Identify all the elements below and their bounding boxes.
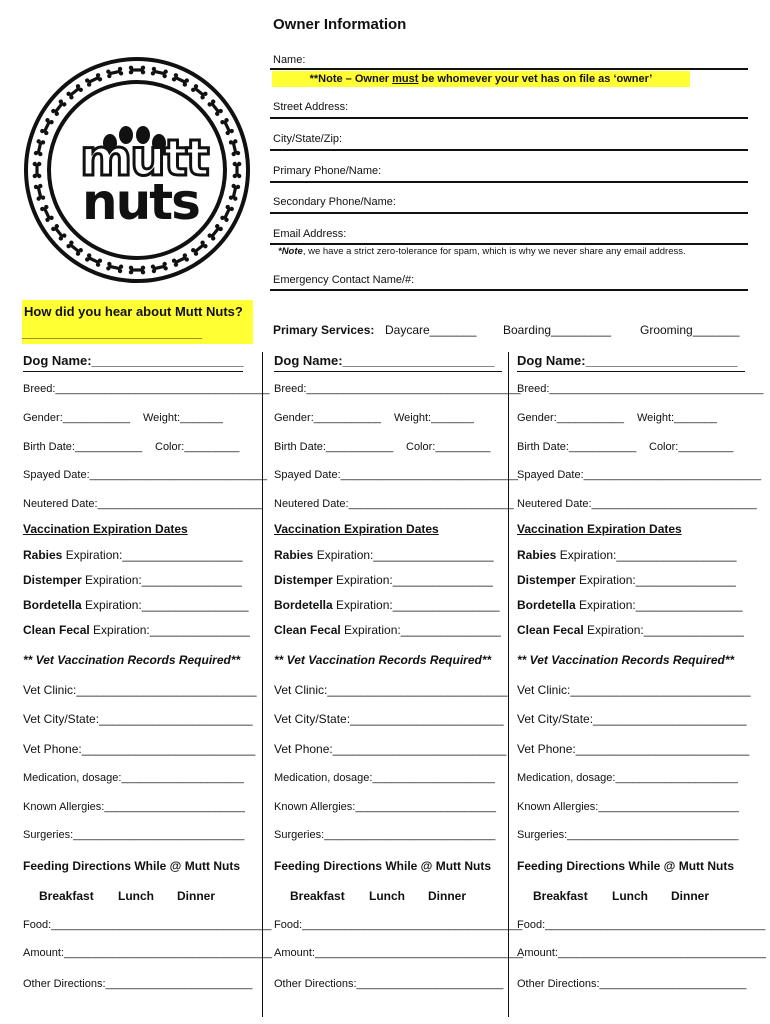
street-field[interactable]: [270, 117, 748, 119]
gender-field[interactable]: Gender:___________: [517, 412, 625, 424]
email-label: Email Address:: [273, 228, 347, 240]
rabies-field[interactable]: [23, 548, 243, 562]
bone-icon: [33, 139, 45, 157]
clean-fecal-field[interactable]: [23, 623, 250, 637]
dog-column-3: [517, 350, 766, 1020]
gender-field[interactable]: Gender:___________: [23, 412, 131, 424]
breakfast-label: Breakfast: [290, 889, 345, 903]
food-field[interactable]: Food:____________________________________: [274, 919, 523, 931]
email-note-bold: *Note: [278, 246, 303, 257]
breakfast-label: Breakfast: [39, 889, 94, 903]
vaccination-heading: Vaccination Expiration Dates: [517, 522, 682, 536]
services-label: Primary Services:: [273, 323, 375, 337]
vet-records-required: ** Vet Vaccination Records Required**: [517, 653, 735, 667]
bone-icon: [150, 261, 168, 273]
owner-note-suffix: be whomever your vet has on file as ‘owner’: [418, 73, 653, 85]
color-field[interactable]: Color:_________: [406, 441, 491, 453]
vet-city-field[interactable]: Vet City/State:_______________________: [517, 712, 747, 726]
vet-phone-field[interactable]: Vet Phone:__________________________: [517, 742, 750, 756]
breed-field[interactable]: Breed:___________________________________: [274, 383, 521, 395]
service-daycare[interactable]: Daycare_______: [385, 323, 477, 337]
email-note-rest: , we have a strict zero-tolerance for spam, which is why we never share any email address.: [302, 246, 686, 257]
dinner-label: Dinner: [177, 889, 216, 903]
rabies-field[interactable]: [517, 548, 737, 562]
bone-icon: [129, 66, 145, 75]
bordetella-field[interactable]: [517, 598, 743, 612]
bone-icon: [39, 117, 54, 136]
hear-answer-blank[interactable]: ___________________________: [22, 326, 203, 340]
vet-clinic-field[interactable]: Vet Clinic:___________________________: [23, 683, 257, 697]
food-field[interactable]: Food:____________________________________: [517, 919, 766, 931]
medication-field[interactable]: Medication, dosage:____________________: [23, 772, 244, 784]
clean-fecal-field[interactable]: [517, 623, 744, 637]
bone-icon: [171, 72, 190, 87]
dog-column-2: [274, 350, 523, 1020]
feeding-heading: Feeding Directions While @ Mutt Nuts: [23, 859, 241, 873]
distemper-field[interactable]: [274, 573, 493, 587]
vet-phone-field[interactable]: Vet Phone:__________________________: [274, 742, 507, 756]
spayed-date-field[interactable]: Spayed Date:_____________________________: [23, 469, 268, 481]
owner-note-highlight: [272, 71, 690, 87]
clean-fecal-blank: Expiration:_______________: [340, 623, 501, 637]
city-field[interactable]: [270, 149, 748, 151]
bone-icon: [66, 240, 84, 257]
vaccination-heading: Vaccination Expiration Dates: [274, 522, 439, 536]
owner-note-must: must: [392, 73, 419, 85]
bone-icon: [220, 117, 235, 136]
email-field[interactable]: [270, 243, 748, 245]
lunch-label: Lunch: [369, 889, 405, 903]
breakfast-label: Breakfast: [533, 889, 588, 903]
dog-name-underline-2: [274, 371, 502, 372]
rabies-field[interactable]: [274, 548, 494, 562]
amount-field[interactable]: Amount:__________________________________: [23, 947, 272, 959]
weight-field[interactable]: Weight:_______: [143, 412, 223, 424]
bone-icon: [207, 99, 224, 117]
vet-clinic-field[interactable]: Vet Clinic:___________________________: [274, 683, 508, 697]
owner-heading: Owner Information: [273, 16, 407, 33]
color-field[interactable]: Color:_________: [155, 441, 240, 453]
service-boarding[interactable]: Boarding_________: [503, 323, 612, 337]
bone-icon: [50, 99, 67, 117]
secondary-phone-label: Secondary Phone/Name:: [273, 196, 396, 208]
bordetella-blank: Expiration:________________: [81, 598, 249, 612]
rabies-label: Rabies: [23, 548, 63, 562]
weight-field[interactable]: Weight:_______: [394, 412, 474, 424]
bone-icon: [190, 240, 208, 257]
distemper-label: Distemper: [517, 573, 576, 587]
logo-text-mutt: mutt: [80, 129, 208, 187]
rabies-label: Rabies: [517, 548, 557, 562]
secondary-phone-field[interactable]: [270, 212, 748, 214]
emergency-label: Emergency Contact Name/#:: [273, 274, 415, 286]
clean-fecal-field[interactable]: [274, 623, 501, 637]
distemper-blank: Expiration:_______________: [81, 573, 242, 587]
lunch-label: Lunch: [118, 889, 154, 903]
bordetella-label: Bordetella: [23, 598, 82, 612]
owner-name-field[interactable]: [270, 68, 748, 70]
color-field[interactable]: Color:_________: [649, 441, 734, 453]
bone-icon: [106, 261, 124, 273]
medication-field[interactable]: Medication, dosage:____________________: [517, 772, 738, 784]
bone-icon: [66, 83, 84, 100]
clean-fecal-label: Clean Fecal: [23, 623, 90, 637]
breed-field[interactable]: Breed:___________________________________: [23, 383, 270, 395]
lunch-label: Lunch: [612, 889, 648, 903]
vet-city-field[interactable]: Vet City/State:_______________________: [274, 712, 504, 726]
dog-name-field[interactable]: Dog Name:_____________________: [23, 353, 244, 368]
emergency-field[interactable]: [270, 289, 748, 291]
bordetella-label: Bordetella: [517, 598, 576, 612]
mutt-nuts-logo: [22, 55, 252, 285]
primary-phone-label: Primary Phone/Name:: [273, 165, 382, 177]
dog-name-underline-1: [23, 371, 243, 372]
medication-field[interactable]: Medication, dosage:____________________: [274, 772, 495, 784]
vet-records-required: ** Vet Vaccination Records Required**: [23, 653, 241, 667]
other-directions-field[interactable]: Other Directions:________________________: [517, 978, 747, 990]
dinner-label: Dinner: [428, 889, 467, 903]
clean-fecal-label: Clean Fecal: [517, 623, 584, 637]
neutered-date-field[interactable]: Neutered Date:___________________________: [23, 498, 263, 510]
vet-city-field[interactable]: Vet City/State:_______________________: [23, 712, 253, 726]
distemper-field[interactable]: [517, 573, 736, 587]
amount-field[interactable]: Amount:__________________________________: [274, 947, 523, 959]
vaccination-heading: Vaccination Expiration Dates: [23, 522, 188, 536]
bone-icon: [190, 83, 208, 100]
birth-date-field[interactable]: Birth Date:___________: [517, 441, 637, 453]
hear-question: How did you hear about Mutt Nuts?: [24, 304, 243, 319]
distemper-label: Distemper: [23, 573, 82, 587]
clean-fecal-blank: Expiration:_______________: [89, 623, 250, 637]
vet-phone-field[interactable]: Vet Phone:__________________________: [23, 742, 256, 756]
bone-icon: [84, 72, 103, 87]
primary-phone-field[interactable]: [270, 181, 748, 183]
feeding-heading: Feeding Directions While @ Mutt Nuts: [274, 859, 492, 873]
distemper-blank: Expiration:_______________: [575, 573, 736, 587]
other-directions-field[interactable]: Other Directions:________________________: [274, 978, 504, 990]
amount-field[interactable]: Amount:__________________________________: [517, 947, 766, 959]
food-field[interactable]: Food:____________________________________: [23, 919, 272, 931]
breed-field[interactable]: Breed:___________________________________: [517, 383, 764, 395]
rabies-blank: Expiration:__________________: [62, 548, 243, 562]
bone-icon: [228, 183, 240, 201]
service-grooming[interactable]: Grooming_______: [640, 323, 740, 337]
vet-records-required: ** Vet Vaccination Records Required**: [274, 653, 492, 667]
rabies-blank: Expiration:__________________: [313, 548, 494, 562]
distemper-field[interactable]: [23, 573, 242, 587]
logo-text-nuts: nuts: [82, 173, 199, 231]
allergies-field[interactable]: Known Allergies:_______________________: [23, 801, 246, 813]
other-directions-field[interactable]: Other Directions:________________________: [23, 978, 253, 990]
bordetella-field[interactable]: [274, 598, 500, 612]
weight-field[interactable]: Weight:_______: [637, 412, 717, 424]
spayed-date-field[interactable]: Spayed Date:_____________________________: [274, 469, 519, 481]
clean-fecal-blank: Expiration:_______________: [583, 623, 744, 637]
owner-note-prefix: **Note – Owner: [309, 73, 393, 85]
owner-name-label: Name:: [273, 54, 306, 66]
feeding-heading: Feeding Directions While @ Mutt Nuts: [517, 859, 735, 873]
bone-icon: [33, 183, 45, 201]
bone-icon: [171, 253, 190, 268]
bone-icon: [129, 266, 145, 275]
city-label: City/State/Zip:: [273, 133, 343, 145]
birth-date-field[interactable]: Birth Date:___________: [23, 441, 143, 453]
allergies-field[interactable]: Known Allergies:_______________________: [517, 801, 740, 813]
rabies-blank: Expiration:__________________: [556, 548, 737, 562]
bone-icon: [150, 66, 168, 78]
surgeries-field[interactable]: Surgeries:____________________________: [517, 829, 739, 841]
neutered-date-field[interactable]: Neutered Date:___________________________: [517, 498, 757, 510]
street-label: Street Address:: [273, 101, 349, 113]
dinner-label: Dinner: [671, 889, 710, 903]
surgeries-field[interactable]: Surgeries:____________________________: [274, 829, 496, 841]
bone-icon: [233, 162, 242, 178]
bone-icon: [84, 253, 103, 268]
spayed-date-field[interactable]: Spayed Date:_____________________________: [517, 469, 762, 481]
birth-date-field[interactable]: Birth Date:___________: [274, 441, 394, 453]
dog-name-underline-3: [517, 371, 745, 372]
bone-icon: [33, 162, 42, 178]
bordetella-field[interactable]: [23, 598, 249, 612]
surgeries-field[interactable]: Surgeries:____________________________: [23, 829, 245, 841]
gender-field[interactable]: Gender:___________: [274, 412, 382, 424]
bone-icon: [39, 204, 54, 223]
distemper-label: Distemper: [274, 573, 333, 587]
bordetella-blank: Expiration:________________: [575, 598, 743, 612]
dog-column-1: [23, 350, 272, 1020]
rabies-label: Rabies: [274, 548, 314, 562]
allergies-field[interactable]: Known Allergies:_______________________: [274, 801, 497, 813]
vet-clinic-field[interactable]: Vet Clinic:___________________________: [517, 683, 751, 697]
dog-name-field[interactable]: Dog Name:_____________________: [517, 353, 738, 368]
bordetella-label: Bordetella: [274, 598, 333, 612]
clean-fecal-label: Clean Fecal: [274, 623, 341, 637]
bone-icon: [220, 204, 235, 223]
neutered-date-field[interactable]: Neutered Date:___________________________: [274, 498, 514, 510]
dog-name-field[interactable]: Dog Name:_____________________: [274, 353, 495, 368]
distemper-blank: Expiration:_______________: [332, 573, 493, 587]
bone-icon: [106, 66, 124, 78]
bone-icon: [50, 223, 67, 241]
email-note: [278, 246, 686, 257]
bone-icon: [207, 223, 224, 241]
bordetella-blank: Expiration:________________: [332, 598, 500, 612]
bone-icon: [228, 139, 240, 157]
